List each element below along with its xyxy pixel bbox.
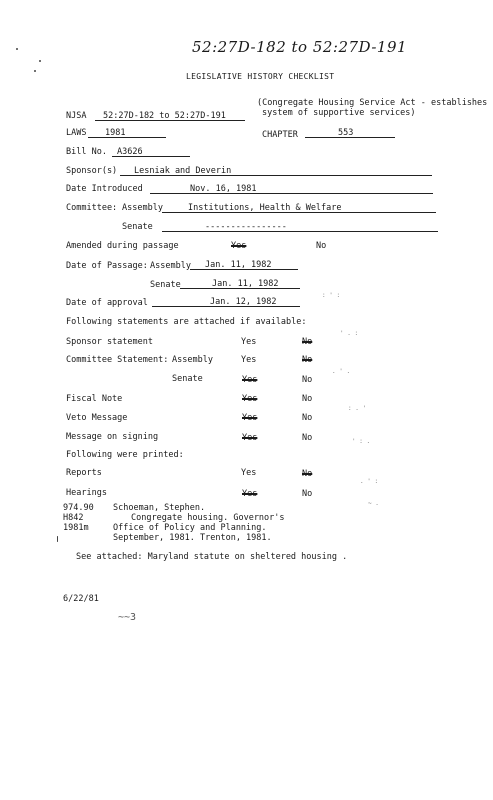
page-title: LEGISLATIVE HISTORY CHECKLIST xyxy=(186,72,335,81)
printed-heading: Following were printed: xyxy=(66,450,184,460)
committee-assembly-label: Assembly xyxy=(122,203,163,213)
committee-senate-label: Senate xyxy=(122,222,153,232)
veto-message-no: No xyxy=(302,413,313,423)
approval-underline xyxy=(152,306,300,307)
reports-label: Reports xyxy=(66,468,102,478)
laws-value: 1981 xyxy=(105,128,126,138)
hearings-no: No xyxy=(302,489,313,499)
hearings-label: Hearings xyxy=(66,488,107,498)
bill-underline xyxy=(112,156,190,157)
passage-senate-underline xyxy=(180,288,300,289)
bill-value: A3626 xyxy=(117,147,143,157)
committee-assembly-value: Institutions, Health & Welfare xyxy=(188,203,342,213)
committee-label: Committee: xyxy=(66,203,118,213)
footer-mark: ~~3 xyxy=(118,612,137,623)
citation-line-4: September, 1981. Trenton, 1981. xyxy=(113,533,272,543)
committee-statement-label: Committee Statement: xyxy=(66,355,169,365)
passage-assembly-underline xyxy=(190,269,298,270)
fiscal-note-yes: Yes xyxy=(242,394,258,404)
scan-noise: . ' : xyxy=(360,478,379,485)
committee-assembly-yes: Yes xyxy=(241,355,257,365)
signing-message-no: No xyxy=(302,433,313,443)
citation-line-2: Congregate housing. Governor's xyxy=(131,513,285,523)
scan-speck xyxy=(39,60,41,62)
citation-line-3: Office of Policy and Planning. xyxy=(113,523,267,533)
scan-noise: ' : . xyxy=(352,438,371,445)
passage-label: Date of Passage: xyxy=(66,261,148,271)
laws-label: LAWS xyxy=(66,128,87,138)
committee-statement-assembly: Assembly xyxy=(172,355,213,365)
chapter-value: 553 xyxy=(338,128,354,138)
scan-speck xyxy=(16,48,18,50)
scan-noise: . ' . xyxy=(332,368,351,375)
date-introduced-label: Date Introduced xyxy=(66,184,143,194)
amended-yes: Yes xyxy=(231,241,247,251)
call-number-2: H842 xyxy=(63,513,84,523)
njsa-value: 52:27D-182 to 52:27D-191 xyxy=(103,111,226,121)
njsa-note-line2: system of supportive services) xyxy=(262,108,416,118)
sponsor-underline xyxy=(120,175,432,176)
reports-no: No xyxy=(302,469,313,479)
njsa-label: NJSA xyxy=(66,111,87,121)
date-introduced-value: Nov. 16, 1981 xyxy=(190,184,257,194)
sponsor-statement-label: Sponsor statement xyxy=(66,337,153,347)
scan-speck xyxy=(34,70,36,72)
committee-statement-senate: Senate xyxy=(172,374,203,384)
committee-senate-no: No xyxy=(302,375,313,385)
call-number-3: 1981m xyxy=(63,523,89,533)
scan-speck xyxy=(57,536,58,542)
statements-heading: Following statements are attached if available: xyxy=(66,317,307,327)
approval-label: Date of approval xyxy=(66,298,148,308)
committee-assembly-no: No xyxy=(302,355,313,365)
bill-label: Bill No. xyxy=(66,147,107,157)
committee-senate-yes: Yes xyxy=(242,375,258,385)
sponsor-value: Lesniak and Deverin xyxy=(134,166,232,176)
signing-message-label: Message on signing xyxy=(66,432,159,442)
chapter-label: CHAPTER xyxy=(262,130,298,140)
passage-senate-value: Jan. 11, 1982 xyxy=(212,279,279,289)
committee-senate-value: ---------------- xyxy=(205,222,287,232)
veto-message-label: Veto Message xyxy=(66,413,128,423)
sponsor-label: Sponsor(s) xyxy=(66,166,118,176)
date-introduced-underline xyxy=(150,193,433,194)
scan-noise: : . ' xyxy=(348,405,367,412)
scan-noise: ' . : xyxy=(340,330,359,337)
veto-message-yes: Yes xyxy=(242,413,258,423)
passage-senate-label: Senate xyxy=(150,280,181,290)
sponsor-statement-yes: Yes xyxy=(241,337,257,347)
fiscal-note-label: Fiscal Note xyxy=(66,394,123,404)
passage-assembly-label: Assembly xyxy=(150,261,191,271)
njsa-underline xyxy=(95,120,245,121)
passage-assembly-value: Jan. 11, 1982 xyxy=(205,260,272,270)
njsa-note-line1: (Congregate Housing Service Act - establishes xyxy=(257,98,488,108)
scan-noise: : ' : xyxy=(322,292,341,299)
committee-senate-underline xyxy=(162,231,438,232)
amended-label: Amended during passage xyxy=(66,241,179,251)
approval-value: Jan. 12, 1982 xyxy=(210,297,277,307)
footer-date: 6/22/81 xyxy=(63,594,99,604)
laws-underline xyxy=(88,137,166,138)
hearings-yes: Yes xyxy=(242,489,258,499)
citation-line-1: Schoeman, Stephen. xyxy=(113,503,206,513)
scan-noise: ~ . xyxy=(368,500,379,507)
see-attached-note: See attached: Maryland statute on sheltered housing . xyxy=(76,552,348,562)
amended-no: No xyxy=(316,241,327,251)
handwritten-title: 52:27D-182 to 52:27D-191 xyxy=(192,38,408,56)
sponsor-statement-no: No xyxy=(302,337,313,347)
chapter-underline xyxy=(305,137,395,138)
call-number-1: 974.90 xyxy=(63,503,94,513)
signing-message-yes: Yes xyxy=(242,433,258,443)
reports-yes: Yes xyxy=(241,468,257,478)
committee-assembly-underline xyxy=(162,212,436,213)
fiscal-note-no: No xyxy=(302,394,313,404)
